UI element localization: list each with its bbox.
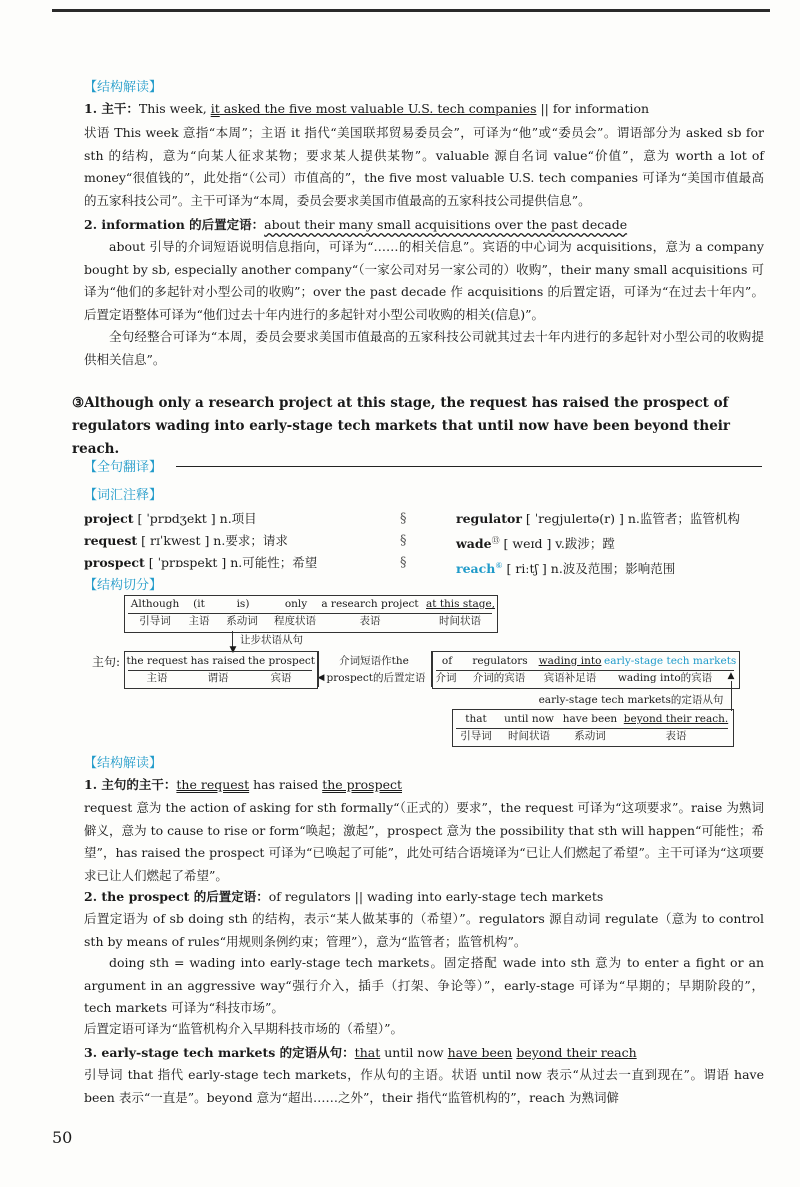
sentence-text: Although only a research project at this stage, the request has raised the prospect of regulators wading into early-stage tech markets that until now have been beyond their reach. <box>72 395 731 457</box>
word: a research project <box>321 598 419 610</box>
word: only <box>284 598 308 610</box>
role-label: 介词的宾语 <box>472 672 526 684</box>
word: the prospect <box>248 655 316 667</box>
word: of <box>441 655 453 667</box>
divider <box>128 670 312 671</box>
word: that <box>465 713 487 725</box>
paragraph: 全句经整合可译为“本周，委员会要求美国市值最高的五家科技公司就其过去十年内进行的多起针对小型公司的收购提供相关信息”。 <box>84 329 764 367</box>
point-3-heading <box>84 1042 764 1065</box>
divider <box>436 670 734 671</box>
modifier: about their many small acquisitions over the past decade <box>264 217 628 232</box>
vocab-item: project [ ˈprɒdʒekt ] n.项目 <box>84 511 257 526</box>
role-label: 表语 <box>665 730 687 742</box>
point-label: 2. the prospect 的后置定语： <box>84 889 269 904</box>
object: the five most valuable U.S. tech companies <box>264 101 537 116</box>
paragraph: 状语 This week 意指“本周”；主语 it 指代“美国联邦贸易委员会”，可译为“他”或“委员会”。谓语部分为 asked sb for sth 的结构，意为“向某人征求某物；要求某人提供某物”。valuable 源自名词 value“价值”，意为 worth a lot of money“很值钱的”，此处指“（公司）市值高的”，the five most valuable U.S. tech companies 可译为“美国市值最高的五家科技公司”。主干可译为“本周，委员会要求美国市值最高的五家科技公司提供信息”。 <box>84 125 764 208</box>
verb: asked <box>219 101 265 116</box>
word: wading into <box>538 655 602 667</box>
word: Although <box>130 598 180 610</box>
point-label: 3. early-stage tech markets 的定语从句： <box>84 1045 355 1060</box>
role-label: 介词 <box>435 672 457 684</box>
object: the prospect <box>322 777 402 792</box>
role-label: 系动词 <box>226 615 258 627</box>
word: the request <box>126 655 188 667</box>
text: This week, <box>138 101 211 116</box>
divider <box>456 728 728 729</box>
subject: that <box>354 1045 381 1060</box>
adverbial: until now <box>380 1045 448 1060</box>
vocab-item: prospect [ ˈprɒspekt ] n.可能性；希望 <box>84 555 318 570</box>
role-label: 谓语 <box>207 672 229 684</box>
note-text: prospect的后置定语 <box>326 672 426 684</box>
section-tag-split: 【结构切分】 <box>84 578 163 593</box>
verb: has raised <box>249 777 323 792</box>
word: have been <box>562 713 618 725</box>
vocab-separator: § § § <box>400 511 407 570</box>
paragraph: request 意为 the action of asking for sth formally“（正式的）要求”，the request 可译为“这项要求”。raise 为熟词僻义，意为 to cause to rise or form“唤起；激起”，prospect 意为 the possibility that sth will happen“可能性；希望”，has raised the prospect 可译为“已唤起了可能”，此处可结合语境译为“已让人们燃起了希望”。主干可译为“这项要求已让人们燃起了希望”。 <box>84 800 764 883</box>
concessive-label: 让步状语从句 <box>240 634 303 646</box>
paragraph: 后置定语可译为“监管机构介入早期科技市场的（希望）”。 <box>84 1021 404 1036</box>
arrow-line <box>731 681 732 711</box>
role-label: 时间状语 <box>508 730 550 742</box>
modifier: of regulators || wading into early-stage tech markets <box>268 889 604 904</box>
section-tag-structure: 【结构解读】 <box>84 756 163 771</box>
word: beyond their reach. <box>623 713 729 725</box>
paragraph: 后置定语为 of sb doing sth 的结构，表示“某人做某事的（希望）”。regulators 源自动词 regulate（意为 to control sth by means of rules“用规则条例约束；管理”），意为“监管者；监管机构”。 <box>84 911 764 949</box>
role-label: 主语 <box>146 672 168 684</box>
word: at this stage, <box>426 598 496 610</box>
word: is) <box>236 598 250 610</box>
point-2-heading <box>84 886 764 909</box>
main-clause-label: 主句: <box>91 655 121 669</box>
sentence-3 <box>72 392 772 461</box>
role-label: 主语 <box>188 615 210 627</box>
point-label: 2. information 的后置定语： <box>84 217 265 232</box>
word: regulators <box>472 655 528 667</box>
text: || for information <box>536 101 650 116</box>
paragraph: 引导词 that 指代 early-stage tech markets，作从句的主语。状语 until now 表示“从过去一直到现在”。谓语 have been 表示“一直是”。beyond 意为“超出……之外”，their 指代“监管机构的”，reach 为熟词僻 <box>84 1067 764 1105</box>
word: (it <box>193 598 205 610</box>
point-1-heading <box>84 98 764 121</box>
vocab-item: wade⑬ [ weɪd ] v.跋涉；蹚 <box>456 536 615 552</box>
divider <box>128 613 492 614</box>
point-1-heading <box>84 774 764 797</box>
vocab-item: regulator [ ˈreɡjuleɪtə(r) ] n.监管者；监管机构 <box>456 511 740 526</box>
arrow-left-icon: ◀ <box>317 673 325 683</box>
role-label: 程度状语 <box>274 615 316 627</box>
word: early-stage tech markets <box>604 655 737 667</box>
role-label: 表语 <box>359 615 381 627</box>
page-number: 50 <box>52 1128 73 1147</box>
role-label: 系动词 <box>574 730 606 742</box>
role-label: wading into的宾语 <box>617 672 713 684</box>
point-label: 1. 主干： <box>84 101 139 116</box>
arrow-down-icon: ▼ <box>229 645 237 655</box>
subject: it <box>210 101 220 116</box>
top-rule <box>52 9 770 12</box>
section-tag-translate: 【全句翻译】 <box>84 460 163 475</box>
vocab-right <box>456 508 740 580</box>
role-label: 宾语补足语 <box>543 672 597 684</box>
paragraph: doing sth = wading into early-stage tech markets。固定搭配 wade into sth 意为 to enter a fight or an argument in an aggressive way“强行介入，插手（打架、争论等）”，early-stage 可译为“早期的；早期阶段的”，tech markets 可译为“科技市场”。 <box>84 955 764 1015</box>
role-label: 时间状语 <box>439 615 481 627</box>
role-label: 宾语 <box>270 672 292 684</box>
predicative: beyond their reach <box>516 1045 637 1060</box>
verb: have been <box>447 1045 513 1060</box>
vocab-left <box>84 508 317 574</box>
point-label: 1. 主句的主干： <box>84 777 177 792</box>
note-text: 介词短语作the <box>339 655 409 667</box>
vocab-item: request [ rɪˈkwest ] n.要求；请求 <box>84 533 288 548</box>
relative-clause-label: early-stage tech markets的定语从句 <box>538 694 724 706</box>
arrow-up-icon: ▲ <box>727 671 735 681</box>
section-tag-vocab: 【词汇注释】 <box>84 488 163 503</box>
translation-blank-line <box>176 466 762 467</box>
role-label: 引导词 <box>460 730 492 742</box>
point-2-heading <box>84 214 764 237</box>
subject: the request <box>176 777 250 792</box>
paragraph: about 引导的介词短语说明信息指向，可译为“……的相关信息”。宾语的中心词为 acquisitions，意为 a company bought by sb, especially another company“（一家公司对另一家公司的）收购”，their many small acquisitions 可译为“他们的多起针对小型公司的收购”；over the past decade 作 acquisitions 的后置定语，可译为“在过去十年内”。后置定语整体可译为“他们过去十年内进行的多起针对小型公司收购的相关(信息)”。 <box>84 239 764 322</box>
sentence-number: ③ <box>72 395 85 411</box>
word: has raised <box>190 655 246 667</box>
word: until now <box>504 713 554 725</box>
vocab-item: reach⑥ [ riːtʃ ] n.波及范围；影响范围 <box>456 561 676 577</box>
section-tag-structure: 【结构解读】 <box>84 80 163 95</box>
role-label: 引导词 <box>139 615 171 627</box>
